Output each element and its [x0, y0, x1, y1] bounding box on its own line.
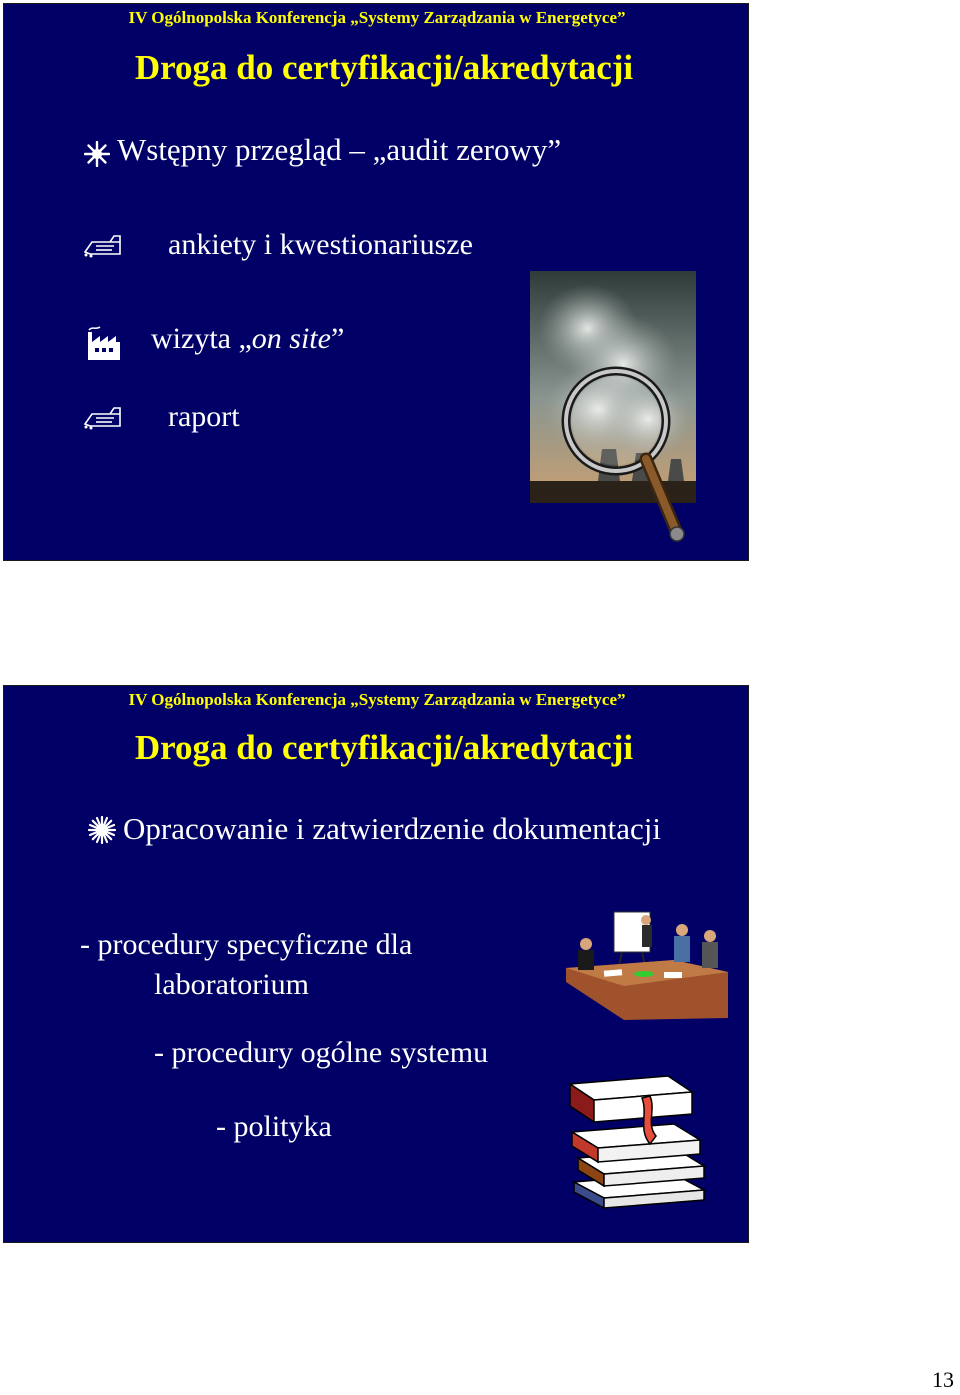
- star-bullet-icon: [84, 141, 110, 167]
- writing-hand-icon: [84, 234, 128, 258]
- bullet-main-text: Opracowanie i zatwierdzenie dokumentacji: [123, 811, 661, 846]
- item-report-text: raport: [168, 400, 240, 433]
- conference-header: IV Ogólnopolska Konferencja „Systemy Zarządzania w Energetyce”: [128, 690, 626, 709]
- meeting-clipart: [564, 908, 734, 1020]
- slide-title: Droga do certyfikacji/akredytacji: [134, 728, 634, 767]
- slide-1: [3, 3, 749, 561]
- line-policy: - polityka: [216, 1110, 332, 1143]
- item-onsite-text: wizyta „on site”: [151, 322, 345, 355]
- line-general-procedures: - procedury ogólne systemu: [154, 1036, 489, 1069]
- line-laboratory: laboratorium: [154, 968, 309, 1001]
- books-clipart: [564, 1074, 734, 1214]
- writing-hand-icon: [84, 406, 128, 430]
- item-surveys-text: ankiety i kwestionariusze: [168, 228, 473, 261]
- slide-title: Droga do certyfikacji/akredytacji: [134, 48, 634, 87]
- factory-icon: [86, 326, 122, 360]
- power-plant-magnifier-image: [528, 269, 728, 549]
- slide-2: [3, 685, 749, 1243]
- line-specific-procedures: - procedury specyficzne dla: [80, 928, 413, 961]
- bullet-main-text: Wstępny przegląd – „audit zerowy”: [117, 132, 562, 167]
- conference-header: IV Ogólnopolska Konferencja „Systemy Zarządzania w Energetyce”: [128, 8, 626, 27]
- sun-bullet-icon: [88, 816, 116, 844]
- page-number: 13: [932, 1367, 954, 1392]
